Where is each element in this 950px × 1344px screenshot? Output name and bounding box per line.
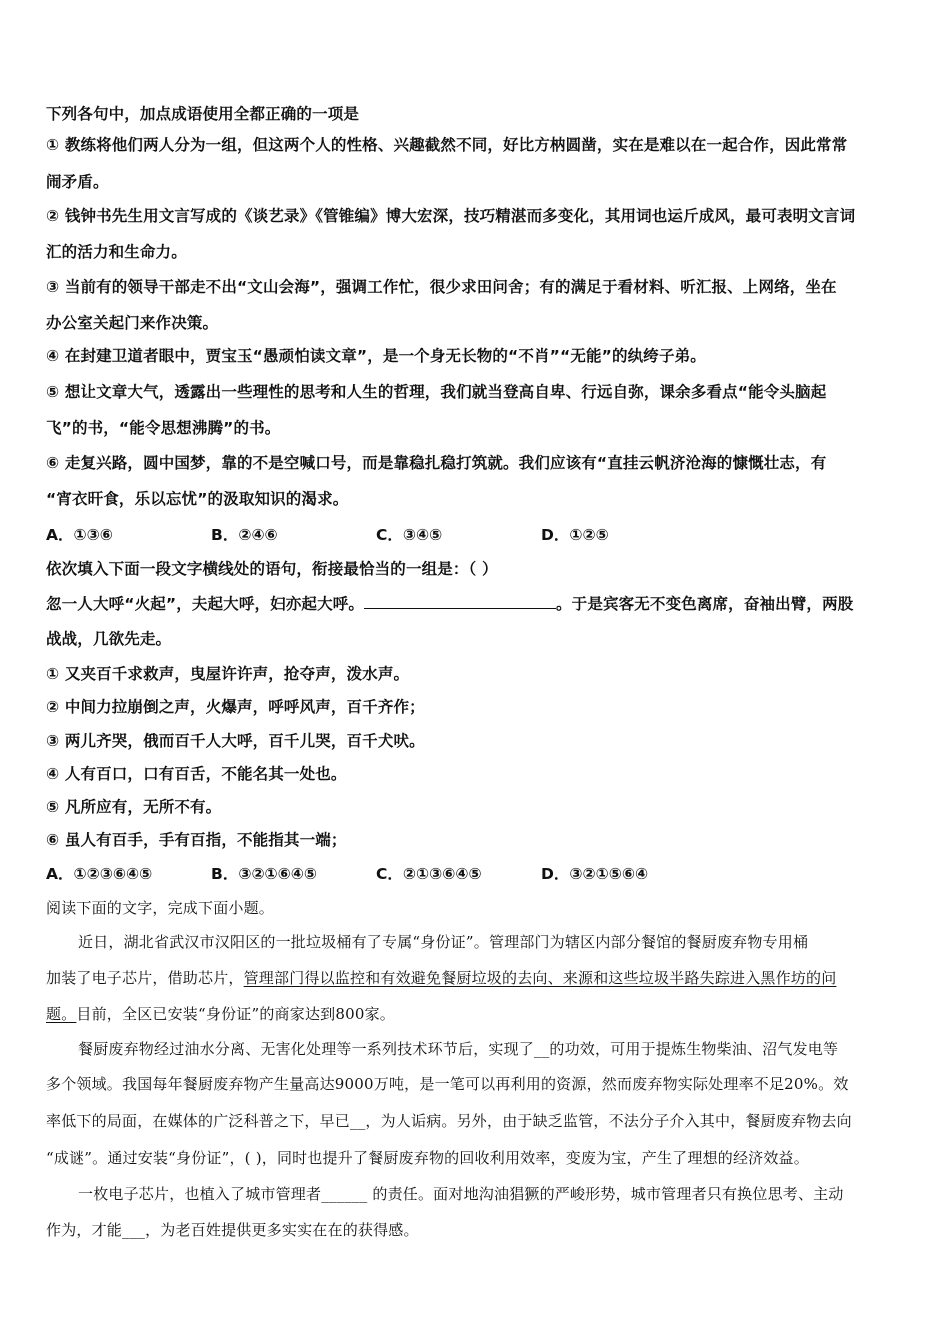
- q2-option-d[interactable]: D．③②①⑤⑥④: [541, 865, 649, 883]
- reading-p1-line-1: 近日，湖北省武汉市汉阳区的一批垃圾桶有了专属“身份证”。管理部门为辖区内部分餐馆的餐厨废弃物专用桶: [78, 933, 809, 951]
- q1-sentence-4: ④ 在封建卫道者眼中，贾宝玉“愚顽怕读文章”，是一个身无长物的“不肖”“无能”的纨绔子弟。: [46, 347, 706, 365]
- q2-option-b[interactable]: B．③②①⑥④⑤: [211, 865, 318, 883]
- reading-p1-line-3: [46, 1003, 908, 1025]
- reading-p1-line-2: [46, 967, 908, 989]
- q2-item-1: ① 又夹百千求救声，曳屋许许声，抢夺声，泼水声。: [46, 665, 410, 683]
- reading-p1-plain: 加装了电子芯片，借助芯片，: [46, 969, 244, 987]
- q2-fill-blank: [364, 594, 556, 609]
- q1-sentence-3-cont: 办公室关起门来作决策。: [46, 314, 219, 332]
- q2-option-c[interactable]: C．②①③⑥④⑤: [376, 865, 482, 883]
- q2-item-4: ④ 人有百口，口有百舌，不能名其一处也。: [46, 765, 347, 783]
- reading-p1-underlined-sentence: 管理部门得以监控和有效避免餐厨垃圾的去向、来源和这些垃圾半路失踪进入黑作坊的问: [243, 969, 837, 987]
- q1-sentence-1-cont: 闹矛盾。: [46, 173, 109, 191]
- q2-passage-line-2: 战战，几欲先走。: [46, 630, 172, 648]
- q1-option-b[interactable]: B．②④⑥: [211, 526, 278, 544]
- q2-item-5: ⑤ 凡所应有，无所不有。: [46, 798, 222, 816]
- q2-option-a[interactable]: A．①②③⑥④⑤: [46, 865, 153, 883]
- q2-passage-before-blank: 忽一人大呼“火起”，夫起大呼，妇亦起大呼。: [46, 595, 365, 613]
- reading-p2-line-3: 率低下的局面，在媒体的广泛科普之下，早已__，为人诟病。另外，由于缺乏监管，不法分子介入其中，餐厨废弃物去向: [46, 1112, 852, 1130]
- q1-sentence-5-cont: 飞”的书，“能令思想沸腾”的书。: [46, 419, 281, 437]
- q2-stem: 依次填入下面一段文字横线处的语句，衔接最恰当的一组是：（ ）: [46, 560, 498, 578]
- q2-item-3: ③ 两儿齐哭，俄而百千人大呼，百千儿哭，百千犬吠。: [46, 732, 425, 750]
- reading-p2-line-1: 餐厨废弃物经过油水分离、无害化处理等一系列技术环节后，实现了__的功效，可用于提炼生物柴油、沼气发电等: [78, 1040, 839, 1058]
- reading-p2-line-4: “成谜”。通过安装“身份证”，( )，同时也提升了餐厨废弃物的回收利用效率，变废为宝，产生了理想的经济效益。: [46, 1149, 809, 1167]
- reading-p3-line-1: 一枚电子芯片，也植入了城市管理者______ 的责任。面对地沟油猖獗的严峻形势，城市管理者只有换位思考、主动: [78, 1185, 844, 1203]
- q2-passage-after-blank: 。于是宾客无不变色离席，奋袖出臂，两股: [556, 595, 854, 613]
- q1-sentence-6-cont: “宵衣旰食，乐以忘忧”的汲取知识的渴求。: [46, 490, 349, 508]
- reading-p3-line-2: 作为，才能___，为老百姓提供更多实实在在的获得感。: [46, 1221, 419, 1239]
- reading-intro: 阅读下面的文字，完成下面小题。: [46, 899, 275, 917]
- reading-p2-line-2: 多个领域。我国每年餐厨废弃物产生量高达9000万吨，是一笔可以再利用的资源，然而废弃物实际处理率不足20%。效: [46, 1075, 849, 1093]
- q1-sentence-3: ③ 当前有的领导干部走不出“文山会海”，强调工作忙，很少求田问舍；有的满足于看材料、听汇报、上网络，坐在: [46, 278, 837, 296]
- q1-stem: 下列各句中，加点成语使用全都正确的一项是: [46, 105, 360, 123]
- reading-p1-underlined-end: 题。: [46, 1005, 77, 1023]
- q1-sentence-1: ① 教练将他们两人分为一组，但这两个人的性格、兴趣截然不同，好比方枘圆凿，实在是难以在一起合作，因此常常: [46, 136, 848, 154]
- q1-option-a[interactable]: A．①③⑥: [46, 526, 113, 544]
- q1-sentence-6: ⑥ 走复兴路，圆中国梦，靠的不是空喊口号，而是靠稳扎稳打筑就。我们应该有“直挂云帆济沧海的慷慨壮志，有: [46, 454, 827, 472]
- q1-sentence-5: ⑤ 想让文章大气，透露出一些理性的思考和人生的哲理，我们就当登高自卑、行远自弥，课余多看点“能令头脑起: [46, 383, 827, 401]
- q2-item-6: ⑥ 虽人有百手，手有百指，不能指其一端；: [46, 831, 347, 849]
- reading-p1-plain-end: 目前，全区已安装“身份证”的商家达到800家。: [76, 1005, 395, 1023]
- q1-option-c[interactable]: C．③④⑤: [376, 526, 443, 544]
- q1-sentence-2-cont: 汇的活力和生命力。: [46, 243, 187, 261]
- q2-passage-line-1: [46, 593, 908, 615]
- q2-item-2: ② 中间力拉崩倒之声，火爆声，呼呼风声，百千齐作；: [46, 698, 425, 716]
- q1-option-d[interactable]: D．①②⑤: [541, 526, 609, 544]
- q1-sentence-2: ② 钱钟书先生用文言写成的《谈艺录》《管锥编》博大宏深，技巧精湛而多变化，其用词也运斤成风，最可表明文言词: [46, 207, 856, 225]
